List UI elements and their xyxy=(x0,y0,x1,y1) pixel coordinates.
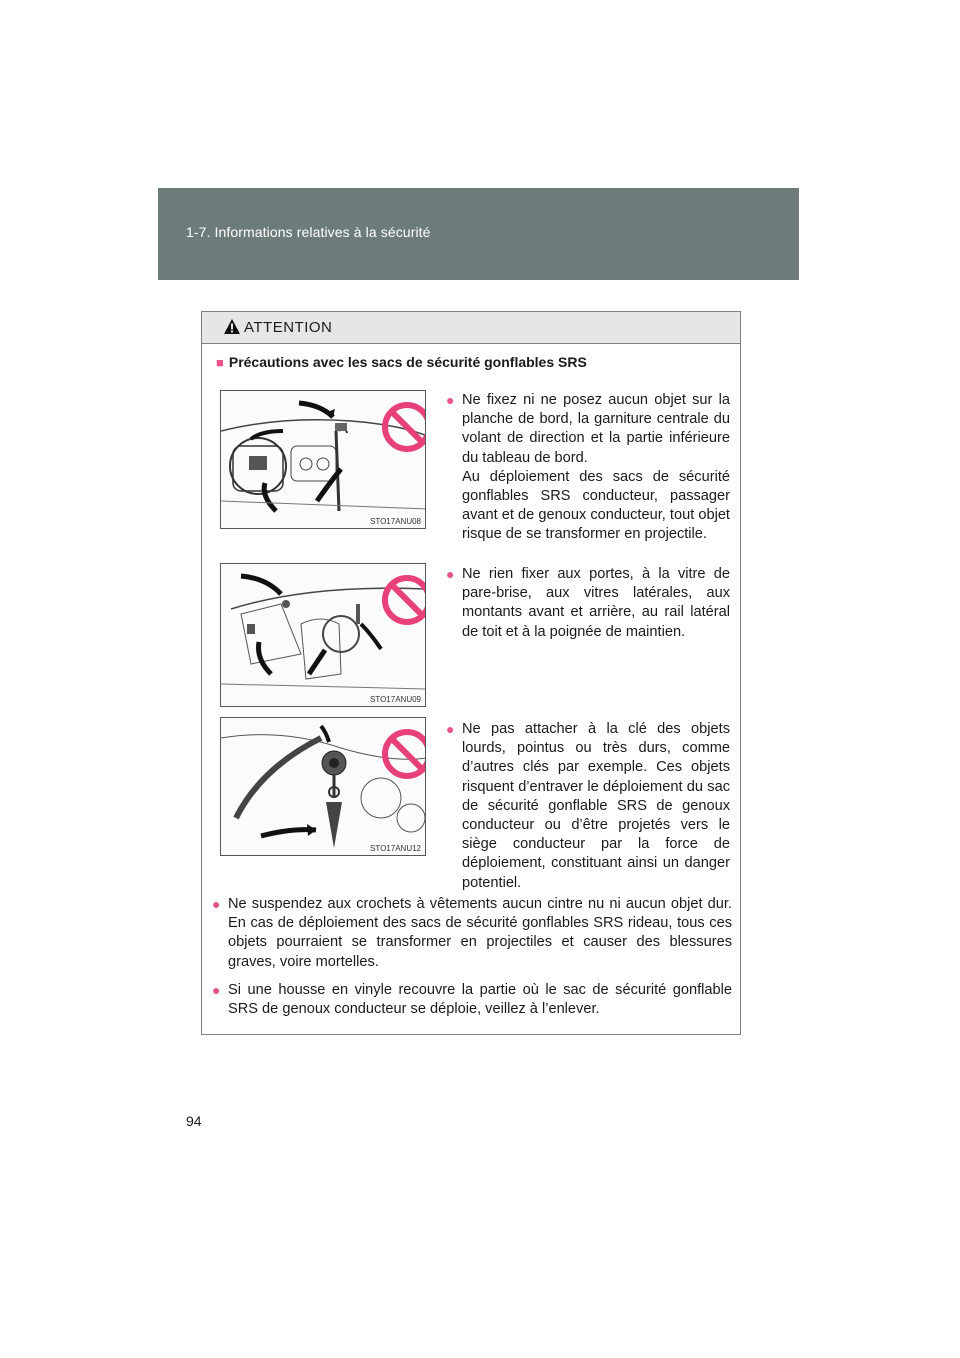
figure-ignition-key xyxy=(220,717,426,856)
figure-caption: STO17ANU12 xyxy=(370,844,421,853)
list-item: ● Ne pas attacher à la clé des objets lourds, pointus ou très durs, comme d’autres clés par exemple. Ces objets risquent d’entraver le déploiement du sac de sécurité gonflable SRS de genoux conducteur ou d’être projetés vers le siège conducteur par la force de déploiement, constituant ainsi un danger potentiel. xyxy=(446,721,730,891)
warning-triangle-icon xyxy=(224,319,240,339)
bullet-dot-icon: ● xyxy=(446,392,455,408)
figure-dashboard xyxy=(220,390,426,529)
figure-interior xyxy=(220,563,426,707)
warning-title-bar xyxy=(202,312,740,344)
section-title: 1-7. Informations relatives à la sécurité xyxy=(186,224,431,240)
bullet-dot-icon: ● xyxy=(446,566,455,582)
bullet-dot-icon: ● xyxy=(212,982,221,998)
warning-box xyxy=(201,311,741,1035)
section-heading: ■ Précautions avec les sacs de sécurité gonflables SRS xyxy=(216,354,587,370)
figure-caption: STO17ANU08 xyxy=(370,517,421,526)
page-number: 94 xyxy=(186,1113,202,1129)
list-item: ● Ne rien fixer aux portes, à la vitre de pare-brise, aux vitres latérales, aux montants avant et arrière, au rail latéral de toit et à la poignée de maintien. xyxy=(446,566,730,640)
warning-title: ATTENTION xyxy=(244,319,333,336)
bullet-dot-icon: ● xyxy=(446,721,455,737)
list-item: ● Si une housse en vinyle recouvre la partie où le sac de sécurité gonflable SRS de genoux conducteur se déploie, veillez à l’enlever. xyxy=(212,982,732,1018)
chapter-header-band xyxy=(158,188,799,280)
square-bullet-icon: ■ xyxy=(216,355,224,370)
list-item: ● Ne suspendez aux crochets à vêtements aucun cintre nu ni aucun objet dur. En cas de déploiement des sacs de sécurité gonflables SRS rideau, tous ces objets pourraient se transformer en projectiles et causer des blessures graves, voire mortelles. xyxy=(212,896,732,970)
list-item: ● Ne fixez ni ne posez aucun objet sur la planche de bord, la garniture centrale du volant de direction et la partie inférieure du tableau de bord. Au déploiement des sacs de sécurité gonflables SRS conducteur, passager avant et de genoux conducteur, tout objet risque de se transformer en projectile. xyxy=(446,392,730,543)
figure-caption: STO17ANU09 xyxy=(370,695,421,704)
bullet-dot-icon: ● xyxy=(212,896,221,912)
